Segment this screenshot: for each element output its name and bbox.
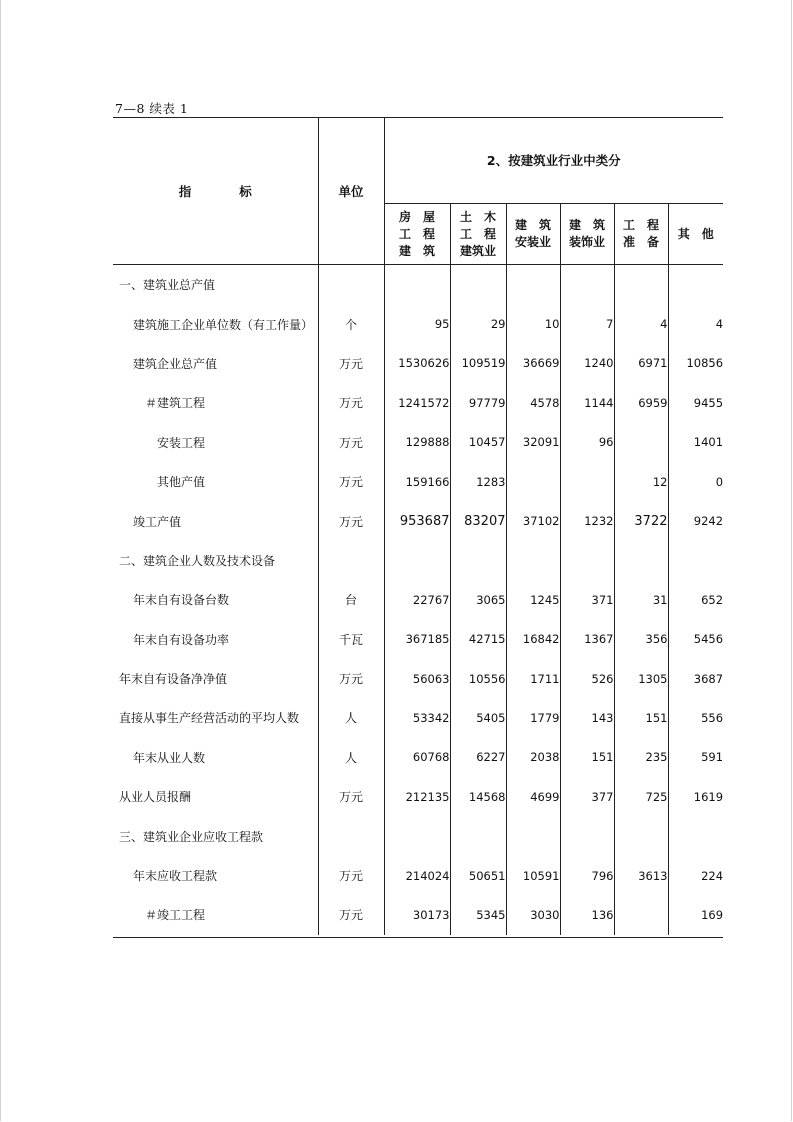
value-cell: 3613: [614, 856, 668, 895]
value-cell: [450, 816, 506, 855]
unit-cell: 万元: [318, 462, 384, 501]
value-cell: 14568: [450, 777, 506, 816]
unit-cell: 万元: [318, 423, 384, 462]
table-row: [113, 620, 723, 659]
value-cell: 3030: [506, 895, 560, 934]
unit-cell: 人: [318, 738, 384, 777]
group-header: 2、按建筑业行业中类分: [384, 117, 723, 204]
value-cell: 1283: [450, 462, 506, 501]
value-cell: [560, 541, 614, 580]
table-row: [113, 580, 723, 619]
value-cell: 1530626: [384, 344, 450, 383]
table-row: [113, 265, 723, 305]
value-cell: 109519: [450, 344, 506, 383]
value-cell: 3722: [614, 501, 668, 540]
indicator-label: ＃竣工工程: [145, 908, 206, 923]
indicator-cell: [113, 383, 318, 422]
column-header-4: [560, 204, 614, 265]
value-cell: 129888: [384, 423, 450, 462]
header-row-group: [113, 117, 723, 204]
indicator-label: 二、建筑企业人数及技术设备: [119, 553, 276, 568]
value-cell: 10: [506, 304, 560, 343]
column-header-2: [450, 204, 506, 265]
value-cell: 36669: [506, 344, 560, 383]
indicator-cell: [113, 816, 318, 855]
indicator-cell: [113, 777, 318, 816]
value-cell: 10556: [450, 659, 506, 698]
indicator-cell: [113, 265, 318, 305]
indicator-label: ＃建筑工程: [145, 396, 206, 411]
value-cell: 2038: [506, 738, 560, 777]
indicator-cell: [113, 738, 318, 777]
value-cell: [560, 462, 614, 501]
value-cell: 3065: [450, 580, 506, 619]
indicator-cell: [113, 304, 318, 343]
indicator-label: 年末应收工程款: [133, 869, 218, 884]
column-header-line: 建筑业: [459, 243, 496, 258]
column-header-6: [668, 204, 723, 265]
value-cell: [668, 541, 723, 580]
column-header-line: 准 备: [622, 235, 659, 249]
value-cell: 4: [715, 317, 724, 332]
column-header-line: 其 他: [677, 226, 714, 241]
indicator-label: 从业人员报酬: [119, 790, 192, 805]
value-cell: 12: [614, 462, 668, 501]
value-cell: 37102: [506, 501, 560, 540]
value-cell: 235: [614, 738, 668, 777]
value-cell: 151: [614, 698, 668, 737]
column-header-line: 工 程: [622, 218, 659, 232]
indicator-label: 直接从事生产经营活动的平均人数: [119, 711, 300, 726]
value-cell: 1232: [560, 501, 614, 540]
value-cell: [668, 265, 723, 305]
value-cell: 371: [560, 580, 614, 619]
unit-cell: [318, 541, 384, 580]
value-cell: [560, 265, 614, 305]
value-cell: 7: [560, 304, 614, 343]
value-cell: [614, 541, 668, 580]
column-header-line: 建 筑: [514, 218, 551, 232]
table-row: [113, 501, 723, 540]
value-cell: [450, 265, 506, 305]
value-cell: 224: [701, 868, 724, 883]
value-cell: 16842: [506, 620, 560, 659]
value-cell: 1401: [693, 435, 724, 450]
value-cell: 367185: [384, 620, 450, 659]
column-header-5: [614, 204, 668, 265]
value-cell: 356: [614, 620, 668, 659]
indicator-cell: [113, 698, 318, 737]
column-header-line: 房 屋: [398, 209, 435, 224]
table-row: [113, 541, 723, 580]
column-header-line: 土 木: [459, 209, 496, 224]
indicator-cell: [113, 501, 318, 540]
value-cell: 953687: [384, 501, 450, 540]
indicator-label: 其他产值: [157, 475, 206, 490]
value-cell: 4: [614, 304, 668, 343]
value-cell: 5345: [450, 895, 506, 934]
table-row: [113, 698, 723, 737]
value-cell: 9242: [693, 514, 724, 529]
value-cell: 42715: [450, 620, 506, 659]
indicator-label: 年末自有设备净净值: [119, 672, 228, 687]
indicator-cell: [113, 344, 318, 383]
indicator-label: 安装工程: [157, 435, 206, 450]
indicator-header-char-2: 标: [239, 183, 252, 199]
value-cell: 212135: [384, 777, 450, 816]
unit-cell: 万元: [318, 501, 384, 540]
value-cell: [614, 423, 668, 462]
value-cell: 60768: [384, 738, 450, 777]
column-header-3: [506, 204, 560, 265]
table-row: [113, 895, 723, 934]
value-cell: 10856: [686, 356, 724, 371]
indicator-label: 三、建筑业企业应收工程款: [119, 829, 264, 844]
value-cell: 29: [450, 304, 506, 343]
value-cell: 31: [614, 580, 668, 619]
unit-header: 单位: [318, 117, 384, 265]
value-cell: 1305: [614, 659, 668, 698]
value-cell: 32091: [506, 423, 560, 462]
value-cell: [614, 816, 668, 855]
indicator-header-char-1: 指: [178, 183, 192, 199]
value-cell: 30173: [384, 895, 450, 934]
indicator-label: 年末从业人数: [133, 750, 206, 765]
value-cell: 56063: [384, 659, 450, 698]
value-cell: 1245: [506, 580, 560, 619]
table-row: [113, 383, 723, 422]
value-cell: [614, 895, 668, 934]
table-row: [113, 777, 723, 816]
value-cell: 1619: [693, 789, 724, 804]
value-cell: 50651: [450, 856, 506, 895]
value-cell: 556: [701, 710, 724, 725]
statistics-table: [113, 117, 723, 935]
value-cell: 1711: [506, 659, 560, 698]
column-header-line: 工 程: [398, 226, 435, 241]
value-cell: [614, 265, 668, 305]
column-header-line: 建 筑: [568, 218, 605, 232]
indicator-cell: [113, 462, 318, 501]
value-cell: 53342: [384, 698, 450, 737]
value-cell: 136: [560, 895, 614, 934]
value-cell: [384, 816, 450, 855]
unit-cell: [318, 265, 384, 305]
value-cell: [450, 541, 506, 580]
indicator-label: 建筑施工企业单位数（有工作量）: [133, 317, 314, 332]
indicator-label: 年末自有设备台数: [133, 593, 230, 608]
value-cell: 1241572: [384, 383, 450, 422]
value-cell: 1240: [560, 344, 614, 383]
value-cell: 3687: [693, 671, 724, 686]
value-cell: 10591: [506, 856, 560, 895]
indicator-label: 建筑企业总产值: [133, 356, 218, 371]
value-cell: 526: [560, 659, 614, 698]
table-label: 7—8 续表 1: [115, 101, 189, 116]
value-cell: 1144: [560, 383, 614, 422]
value-cell: 5405: [450, 698, 506, 737]
value-cell: 4699: [506, 777, 560, 816]
column-header-line: 建 筑: [398, 243, 435, 258]
value-cell: [384, 265, 450, 305]
indicator-cell: [113, 580, 318, 619]
value-cell: 725: [614, 777, 668, 816]
value-cell: 1779: [506, 698, 560, 737]
value-cell: 6959: [614, 383, 668, 422]
column-header-line: 工 程: [459, 226, 496, 241]
column-header-1: [384, 204, 450, 265]
value-cell: 6971: [614, 344, 668, 383]
value-cell: [506, 816, 560, 855]
unit-cell: [318, 816, 384, 855]
unit-cell: 万元: [318, 344, 384, 383]
unit-cell: 个: [318, 304, 384, 343]
value-cell: [506, 541, 560, 580]
value-cell: 377: [560, 777, 614, 816]
value-cell: 83207: [450, 501, 506, 540]
value-cell: 159166: [384, 462, 450, 501]
table-row: [113, 423, 723, 462]
value-cell: 214024: [384, 856, 450, 895]
value-cell: 591: [701, 750, 724, 765]
value-cell: 95: [384, 304, 450, 343]
table-row: [113, 659, 723, 698]
value-cell: [506, 265, 560, 305]
unit-cell: 万元: [318, 659, 384, 698]
value-cell: 1367: [560, 620, 614, 659]
value-cell: 796: [560, 856, 614, 895]
indicator-cell: [113, 659, 318, 698]
indicator-cell: [113, 423, 318, 462]
value-cell: 97779: [450, 383, 506, 422]
unit-cell: 千瓦: [318, 620, 384, 659]
unit-cell: 万元: [318, 383, 384, 422]
indicator-cell: [113, 895, 318, 934]
value-cell: [506, 462, 560, 501]
table-row: [113, 738, 723, 777]
value-cell: [384, 541, 450, 580]
value-cell: 0: [715, 474, 724, 489]
indicator-cell: [113, 541, 318, 580]
table-row: [113, 344, 723, 383]
indicator-header: [113, 117, 318, 265]
column-header-line: 安装业: [514, 235, 551, 249]
indicator-cell: [113, 620, 318, 659]
value-cell: 96: [560, 423, 614, 462]
table-bottom-rule: [113, 937, 723, 938]
column-header-line: 装饰业: [568, 235, 605, 249]
value-cell: 4578: [506, 383, 560, 422]
table-row: [113, 856, 723, 895]
indicator-label: 竣工产值: [133, 514, 182, 529]
indicator-label: 一、建筑业总产值: [119, 278, 216, 293]
indicator-label: 年末自有设备功率: [133, 632, 230, 647]
table-row: [113, 462, 723, 501]
value-cell: 652: [701, 592, 724, 607]
value-cell: 151: [560, 738, 614, 777]
value-cell: 6227: [450, 738, 506, 777]
value-cell: 169: [701, 907, 724, 922]
unit-cell: 万元: [318, 777, 384, 816]
value-cell: 9455: [693, 395, 724, 410]
table-row: [113, 816, 723, 855]
value-cell: 22767: [384, 580, 450, 619]
value-cell: 5456: [693, 632, 724, 647]
value-cell: 10457: [450, 423, 506, 462]
unit-cell: 台: [318, 580, 384, 619]
unit-cell: 人: [318, 698, 384, 737]
unit-cell: 万元: [318, 856, 384, 895]
unit-cell: 万元: [318, 895, 384, 934]
table-row: [113, 304, 723, 343]
indicator-cell: [113, 856, 318, 895]
value-cell: [668, 816, 723, 855]
value-cell: [560, 816, 614, 855]
table-body: [113, 265, 723, 935]
value-cell: 143: [560, 698, 614, 737]
